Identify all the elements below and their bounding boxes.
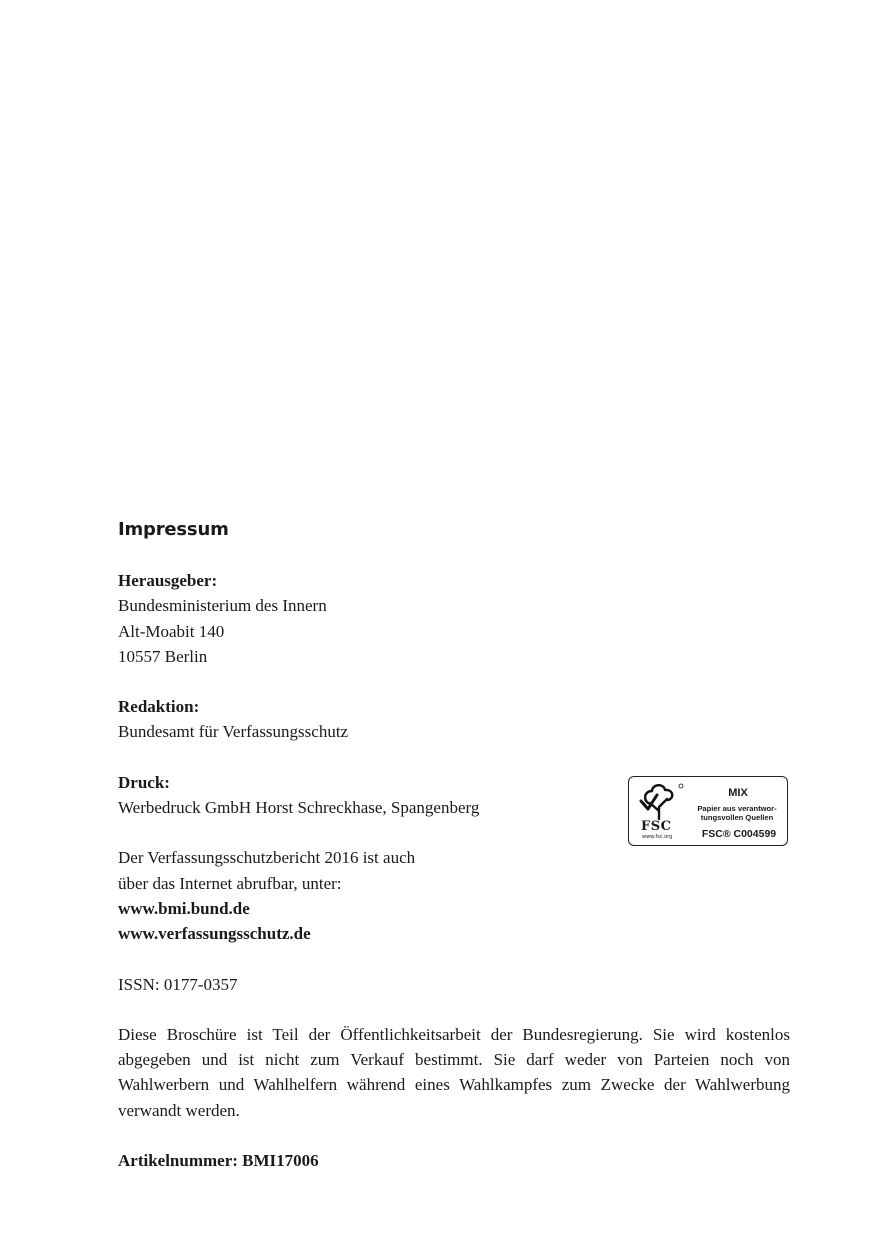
fsc-label bbox=[628, 776, 788, 846]
fsc-mix: MIX bbox=[728, 787, 748, 799]
article-block bbox=[118, 1148, 790, 1173]
internet-line: über das Internet abrufbar, unter: bbox=[118, 873, 342, 893]
fsc-url: www.fsc.org bbox=[642, 834, 673, 840]
impressum-section bbox=[118, 517, 790, 1198]
internet-line: Der Verfassungsschutzbericht 2016 ist auch bbox=[118, 848, 416, 868]
link-verfassungsschutz[interactable]: www.verfassungsschutz.de bbox=[118, 924, 311, 944]
herausgeber-label: Herausgeber: bbox=[118, 571, 218, 590]
issn-block bbox=[118, 972, 790, 997]
notice-block bbox=[118, 1022, 790, 1123]
fsc-paper-line: Papier aus verantwor- bbox=[697, 804, 777, 813]
herausgeber-line: Alt-Moabit 140 bbox=[118, 621, 225, 641]
notice-text: Diese Broschüre ist Teil der Öffentlichkeitsarbeit der Bundesregierung. Sie wird kostenlos abgegeben und ist nicht zum Verkauf bestimmt. Sie darf weder von Parteien noch von Wahlwerbern und Wahlhelfern während eines Wahlkampfes zum Zwecke der Wahlwerbung verwandt werden. bbox=[118, 1024, 790, 1120]
link-bmi[interactable]: www.bmi.bund.de bbox=[118, 898, 250, 918]
herausgeber-line: 10557 Berlin bbox=[118, 646, 208, 666]
fsc-logo-text: FSC bbox=[641, 819, 672, 834]
fsc-code: FSC® C004599 bbox=[701, 828, 777, 840]
internet-block bbox=[118, 845, 790, 946]
herausgeber-line: Bundesministerium des Innern bbox=[118, 596, 327, 616]
druck-label: Druck: bbox=[118, 772, 170, 792]
druck-line: Werbedruck GmbH Horst Schreckhase, Spangenberg bbox=[118, 798, 480, 818]
redaktion-block bbox=[118, 694, 790, 745]
article-number: Artikelnummer: BMI17006 bbox=[118, 1151, 319, 1171]
herausgeber-block bbox=[118, 568, 790, 669]
issn: ISSN: 0177-0357 bbox=[118, 974, 238, 994]
page-title: Impressum bbox=[118, 519, 229, 540]
fsc-paper-text bbox=[687, 804, 787, 822]
redaktion-label: Redaktion: bbox=[118, 697, 200, 717]
redaktion-line: Bundesamt für Verfassungsschutz bbox=[118, 722, 349, 742]
fsc-paper-line: tungsvollen Quellen bbox=[700, 813, 774, 822]
